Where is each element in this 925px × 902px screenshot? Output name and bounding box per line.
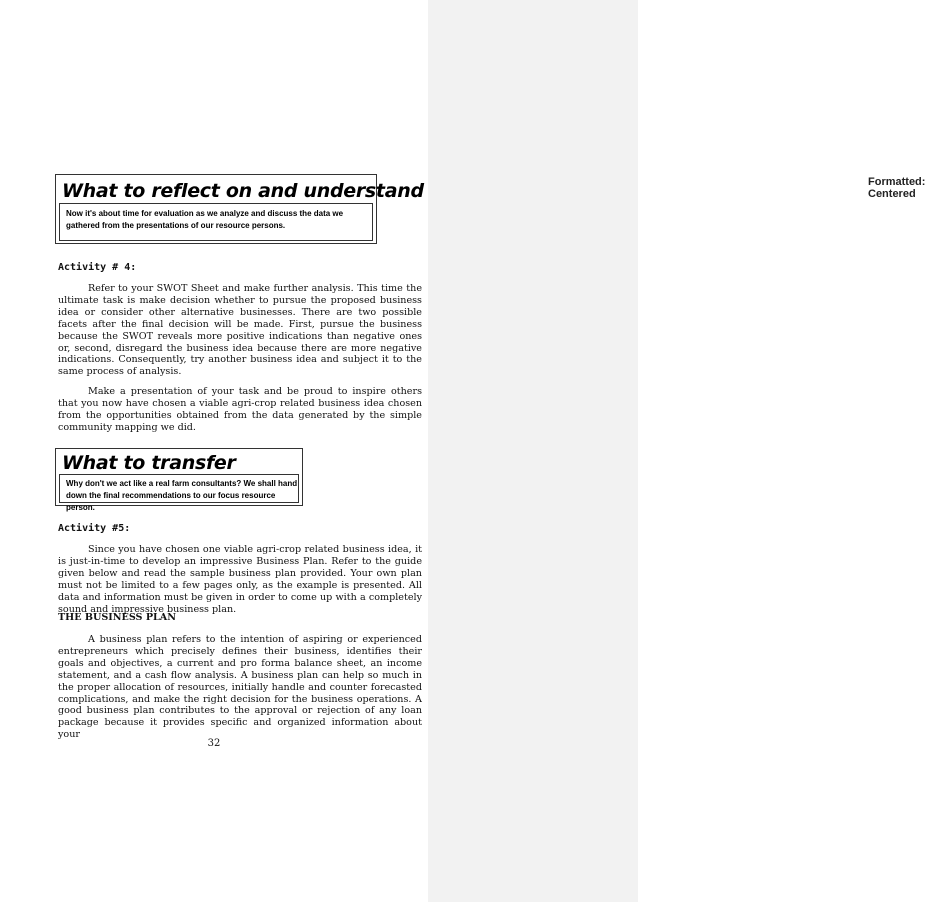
activity-4-paragraph-2: Make a presentation of your task and be proud to inspire others that you now have chosen a viable agri-crop related business idea chosen from the opportunities obtained from the data generated by the simple community mapping we did. <box>58 386 422 433</box>
transfer-banner-title: What to transfer <box>62 452 236 474</box>
transfer-banner-subtitle: Why don't we act like a real farm consultants? We shall hand down the final recommendations to our focus resource person. <box>66 479 298 512</box>
page-number: 32 <box>207 738 221 749</box>
activity-4-label: Activity # 4: <box>58 262 137 273</box>
reflect-banner-title: What to reflect on and understand <box>62 180 424 202</box>
business-plan-paragraph: A business plan refers to the intention of aspiring or experienced entrepreneurs which precisely defines their business, identifies their goals and objectives, a current and pro forma balance sheet, an income statement, and a cash flow analysis. A business plan can help so much in the proper allocation of resources, initially handle and counter forecasted complications, and make the right decision for the business operations. A good business plan contributes to the approval or rejection of any loan package because it provides specific and organized information about your <box>58 634 422 741</box>
activity-5-label: Activity #5: <box>58 523 131 534</box>
reflect-banner <box>55 174 424 244</box>
comment-pane <box>428 0 925 902</box>
comment-heading: Formatted: Centered <box>868 176 925 200</box>
activity-4-paragraph-1: Refer to your SWOT Sheet and make further analysis. This time the ultimate task is make decision whether to pursue the proposed business idea or consider other alternative businesses. There are two possible facets after the final decision will be made. First, pursue the business because the SWOT reveals more positive indications than negative ones or, second, disregard the business idea because there are more negative indications. Consequently, try another business idea and subject it to the same process of analysis. <box>58 283 422 378</box>
business-plan-heading: THE BUSINESS PLAN <box>58 612 176 623</box>
activity-5-paragraph: Since you have chosen one viable agri-crop related business idea, it is just-in-time to develop an impressive Business Plan. Refer to the guide given below and read the sample business plan provided. Your own plan must not be limited to a few pages only, as the example is presented. All data and information must be given in order to come up with a completely sound and impressive business plan. <box>58 544 422 615</box>
reflect-banner-subtitle: Now it's about time for evaluation as we analyze and discuss the data we gathered from the presentations of our resource persons. <box>66 209 344 230</box>
transfer-banner <box>55 448 303 512</box>
